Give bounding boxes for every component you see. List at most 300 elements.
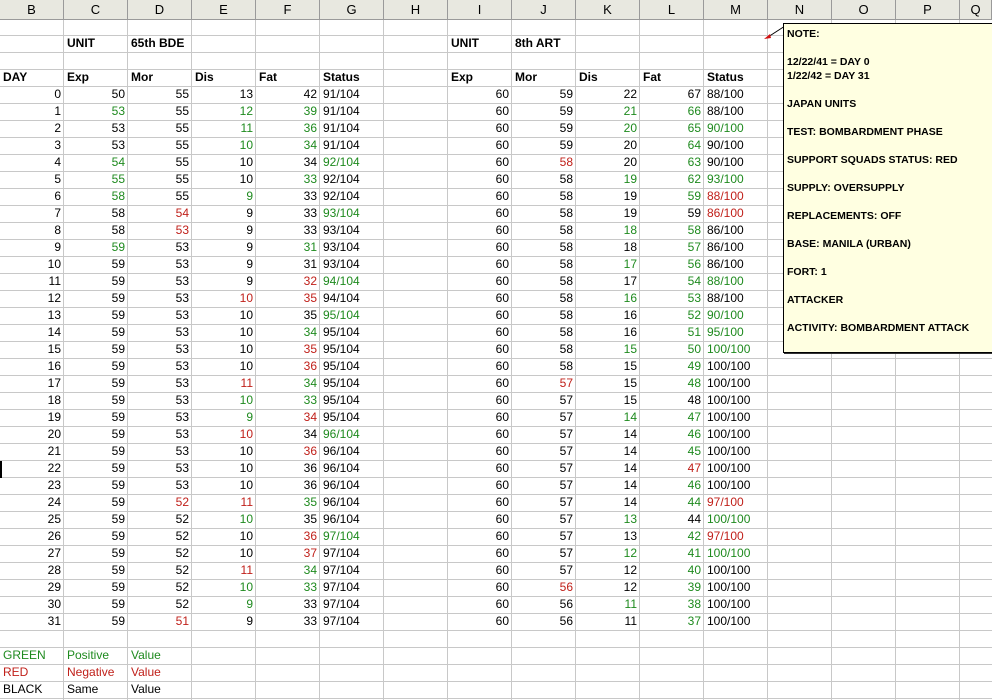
unit1-value-cell[interactable]: 10 xyxy=(239,427,253,441)
unit1-value-cell[interactable]: 10 xyxy=(239,342,253,356)
day-header[interactable]: DAY xyxy=(3,70,28,84)
unit1-value-cell[interactable]: 10 xyxy=(239,393,253,407)
unit1-value-cell[interactable]: 34 xyxy=(303,376,317,390)
unit2-value-cell[interactable]: 88/100 xyxy=(707,189,744,203)
unit1-value-cell[interactable]: 36 xyxy=(303,461,317,475)
unit1-value-cell[interactable]: 53 xyxy=(175,427,189,441)
unit2-value-cell[interactable]: 58 xyxy=(559,206,573,220)
unit2-value-cell[interactable]: 60 xyxy=(495,257,509,271)
unit2-value-cell[interactable]: 100/100 xyxy=(707,478,751,492)
unit1-value-cell[interactable]: 96/104 xyxy=(323,461,360,475)
unit2-value-cell[interactable]: 58 xyxy=(559,223,573,237)
unit2-value-cell[interactable]: 18 xyxy=(623,240,637,254)
day-cell[interactable]: 28 xyxy=(47,563,61,577)
unit2-value-cell[interactable]: 100/100 xyxy=(707,376,751,390)
unit2-value-cell[interactable]: 13 xyxy=(623,512,637,526)
unit2-value-cell[interactable]: 14 xyxy=(623,410,637,424)
unit2-value-cell[interactable]: 90/100 xyxy=(707,138,744,152)
unit1-value-cell[interactable]: 36 xyxy=(303,478,317,492)
unit2-value-cell[interactable]: 20 xyxy=(623,138,637,152)
unit2-value-cell[interactable]: 40 xyxy=(687,563,701,577)
unit2-value-cell[interactable]: 57 xyxy=(559,393,573,407)
unit2-value-cell[interactable]: 15 xyxy=(623,376,637,390)
unit2-value-cell[interactable]: 45 xyxy=(687,444,701,458)
unit2-value-cell[interactable]: 57 xyxy=(559,478,573,492)
unit1-value-cell[interactable]: 59 xyxy=(111,495,125,509)
unit1-value-cell[interactable]: 53 xyxy=(175,410,189,424)
unit1-value-cell[interactable]: 35 xyxy=(303,512,317,526)
unit1-value-cell[interactable]: 10 xyxy=(239,546,253,560)
unit1-value-cell[interactable]: 96/104 xyxy=(323,478,360,492)
unit1-value-cell[interactable]: 35 xyxy=(303,495,317,509)
unit2-value-cell[interactable]: 56 xyxy=(559,597,573,611)
unit1-value-cell[interactable]: 59 xyxy=(111,376,125,390)
unit1-value-cell[interactable]: 36 xyxy=(303,529,317,543)
unit2-value-cell[interactable]: 67 xyxy=(687,87,701,101)
unit2-value-cell[interactable]: 100/100 xyxy=(707,563,751,577)
unit2-value-cell[interactable]: 62 xyxy=(687,172,701,186)
unit2-value-cell[interactable]: 100/100 xyxy=(707,410,751,424)
unit2-value-cell[interactable]: 57 xyxy=(559,444,573,458)
column-label[interactable]: Mor xyxy=(515,70,537,84)
day-cell[interactable]: 14 xyxy=(47,325,61,339)
unit2-value-cell[interactable]: 12 xyxy=(623,546,637,560)
unit2-value-cell[interactable]: 14 xyxy=(623,427,637,441)
unit1-value-cell[interactable]: 97/104 xyxy=(323,597,360,611)
unit1-value-cell[interactable]: 93/104 xyxy=(323,206,360,220)
unit1-value-cell[interactable]: 53 xyxy=(111,104,125,118)
unit1-value-cell[interactable]: 34 xyxy=(303,325,317,339)
unit1-value-cell[interactable]: 39 xyxy=(303,104,317,118)
day-cell[interactable]: 17 xyxy=(47,376,61,390)
unit1-value-cell[interactable]: 13 xyxy=(239,87,253,101)
day-cell[interactable]: 8 xyxy=(54,223,61,237)
column-header-o[interactable]: O xyxy=(832,0,896,19)
day-cell[interactable]: 21 xyxy=(47,444,61,458)
unit1-value-cell[interactable]: 53 xyxy=(175,376,189,390)
unit1-value-cell[interactable]: 10 xyxy=(239,478,253,492)
unit1-value-cell[interactable]: 35 xyxy=(303,308,317,322)
unit1-value-cell[interactable]: 52 xyxy=(175,529,189,543)
unit1-value-cell[interactable]: 53 xyxy=(111,121,125,135)
unit2-value-cell[interactable]: 90/100 xyxy=(707,308,744,322)
unit1-value-cell[interactable]: 51 xyxy=(175,614,189,628)
unit1-value-cell[interactable]: 53 xyxy=(175,444,189,458)
unit1-value-cell[interactable]: 59 xyxy=(111,614,125,628)
unit1-value-cell[interactable]: 96/104 xyxy=(323,427,360,441)
day-cell[interactable]: 4 xyxy=(54,155,61,169)
column-label[interactable]: Dis xyxy=(579,70,598,84)
unit2-value-cell[interactable]: 16 xyxy=(623,325,637,339)
unit2-value-cell[interactable]: 60 xyxy=(495,291,509,305)
unit1-value-cell[interactable]: 91/104 xyxy=(323,87,360,101)
day-cell[interactable]: 27 xyxy=(47,546,61,560)
unit2-value-cell[interactable]: 37 xyxy=(687,614,701,628)
unit2-value-cell[interactable]: 60 xyxy=(495,308,509,322)
unit2-value-cell[interactable]: 20 xyxy=(623,155,637,169)
unit1-value-cell[interactable]: 58 xyxy=(111,223,125,237)
unit2-value-cell[interactable]: 64 xyxy=(687,138,701,152)
unit2-value-cell[interactable]: 59 xyxy=(687,206,701,220)
column-header-e[interactable]: E xyxy=(192,0,256,19)
unit2-value-cell[interactable]: 14 xyxy=(623,495,637,509)
unit2-value-cell[interactable]: 19 xyxy=(623,189,637,203)
unit1-value-cell[interactable]: 96/104 xyxy=(323,512,360,526)
unit2-value-cell[interactable]: 60 xyxy=(495,376,509,390)
unit2-value-cell[interactable]: 56 xyxy=(559,614,573,628)
unit1-value-cell[interactable]: 55 xyxy=(111,172,125,186)
day-cell[interactable]: 7 xyxy=(54,206,61,220)
column-header-f[interactable]: F xyxy=(256,0,320,19)
unit1-value-cell[interactable]: 34 xyxy=(303,410,317,424)
unit1-value-cell[interactable]: 33 xyxy=(303,223,317,237)
day-cell[interactable]: 26 xyxy=(47,529,61,543)
unit1-value-cell[interactable]: 53 xyxy=(175,308,189,322)
unit2-value-cell[interactable]: 21 xyxy=(623,104,637,118)
unit2-value-cell[interactable]: 15 xyxy=(623,359,637,373)
unit2-value-cell[interactable]: 17 xyxy=(623,257,637,271)
unit1-value-cell[interactable]: 9 xyxy=(246,410,253,424)
unit2-value-cell[interactable]: 60 xyxy=(495,240,509,254)
day-cell[interactable]: 24 xyxy=(47,495,61,509)
unit2-value-cell[interactable]: 60 xyxy=(495,461,509,475)
unit2-value-cell[interactable]: 60 xyxy=(495,325,509,339)
column-header-p[interactable]: P xyxy=(896,0,960,19)
unit2-value-cell[interactable]: 60 xyxy=(495,393,509,407)
column-label[interactable]: Status xyxy=(707,70,744,84)
unit1-value-cell[interactable]: 10 xyxy=(239,580,253,594)
unit2-value-cell[interactable]: 13 xyxy=(623,529,637,543)
unit2-value-cell[interactable]: 60 xyxy=(495,189,509,203)
unit2-value-cell[interactable]: 19 xyxy=(623,206,637,220)
unit2-value-cell[interactable]: 60 xyxy=(495,580,509,594)
unit2-value-cell[interactable]: 42 xyxy=(687,529,701,543)
unit2-value-cell[interactable]: 95/100 xyxy=(707,325,744,339)
unit1-value-cell[interactable]: 59 xyxy=(111,308,125,322)
unit2-value-cell[interactable]: 57 xyxy=(559,546,573,560)
unit1-value-cell[interactable]: 52 xyxy=(175,546,189,560)
unit2-value-cell[interactable]: 58 xyxy=(559,257,573,271)
unit2-value-cell[interactable]: 58 xyxy=(559,291,573,305)
unit2-value-cell[interactable]: 59 xyxy=(559,138,573,152)
unit1-value-cell[interactable]: 53 xyxy=(111,138,125,152)
unit1-value-cell[interactable]: 95/104 xyxy=(323,342,360,356)
unit1-value-cell[interactable]: 9 xyxy=(246,206,253,220)
day-cell[interactable]: 6 xyxy=(54,189,61,203)
unit2-value-cell[interactable]: 60 xyxy=(495,495,509,509)
column-header-d[interactable]: D xyxy=(128,0,192,19)
unit-label[interactable]: UNIT xyxy=(67,36,95,50)
unit1-value-cell[interactable]: 10 xyxy=(239,291,253,305)
unit1-value-cell[interactable]: 59 xyxy=(111,274,125,288)
unit2-value-cell[interactable]: 59 xyxy=(559,87,573,101)
unit2-value-cell[interactable]: 90/100 xyxy=(707,121,744,135)
unit2-value-cell[interactable]: 57 xyxy=(559,512,573,526)
unit1-value-cell[interactable]: 91/104 xyxy=(323,104,360,118)
unit-name[interactable]: 8th ART xyxy=(515,36,561,50)
cell-comment-note[interactable] xyxy=(783,23,992,353)
unit1-value-cell[interactable]: 10 xyxy=(239,155,253,169)
legend-word[interactable]: Value xyxy=(131,648,161,662)
unit1-value-cell[interactable]: 53 xyxy=(175,325,189,339)
unit2-value-cell[interactable]: 86/100 xyxy=(707,257,744,271)
unit2-value-cell[interactable]: 15 xyxy=(623,393,637,407)
unit1-value-cell[interactable]: 93/104 xyxy=(323,223,360,237)
unit2-value-cell[interactable]: 44 xyxy=(687,512,701,526)
unit2-value-cell[interactable]: 57 xyxy=(559,427,573,441)
unit2-value-cell[interactable]: 58 xyxy=(687,223,701,237)
unit1-value-cell[interactable]: 59 xyxy=(111,461,125,475)
unit2-value-cell[interactable]: 56 xyxy=(687,257,701,271)
unit2-value-cell[interactable]: 16 xyxy=(623,291,637,305)
unit1-value-cell[interactable]: 10 xyxy=(239,308,253,322)
unit1-value-cell[interactable]: 55 xyxy=(175,189,189,203)
day-cell[interactable]: 19 xyxy=(47,410,61,424)
unit1-value-cell[interactable]: 33 xyxy=(303,206,317,220)
unit1-value-cell[interactable]: 10 xyxy=(239,138,253,152)
unit1-value-cell[interactable]: 36 xyxy=(303,121,317,135)
column-header-q[interactable]: Q xyxy=(960,0,992,19)
unit1-value-cell[interactable]: 36 xyxy=(303,359,317,373)
day-cell[interactable]: 11 xyxy=(48,274,61,288)
column-header-h[interactable]: H xyxy=(384,0,448,19)
legend-color[interactable]: BLACK xyxy=(3,682,43,696)
unit2-value-cell[interactable]: 48 xyxy=(687,376,701,390)
day-cell[interactable]: 5 xyxy=(54,172,61,186)
unit2-value-cell[interactable]: 58 xyxy=(559,359,573,373)
day-cell[interactable]: 23 xyxy=(47,478,61,492)
unit2-value-cell[interactable]: 49 xyxy=(687,359,701,373)
column-header-c[interactable]: C xyxy=(64,0,128,19)
unit1-value-cell[interactable]: 31 xyxy=(303,240,317,254)
unit1-value-cell[interactable]: 33 xyxy=(303,172,317,186)
unit1-value-cell[interactable]: 95/104 xyxy=(323,376,360,390)
unit1-value-cell[interactable]: 59 xyxy=(111,410,125,424)
day-cell[interactable]: 0 xyxy=(54,87,61,101)
unit1-value-cell[interactable]: 9 xyxy=(246,257,253,271)
unit1-value-cell[interactable]: 54 xyxy=(111,155,125,169)
unit2-value-cell[interactable]: 60 xyxy=(495,121,509,135)
unit2-value-cell[interactable]: 59 xyxy=(559,121,573,135)
unit1-value-cell[interactable]: 10 xyxy=(239,529,253,543)
unit2-value-cell[interactable]: 58 xyxy=(559,325,573,339)
unit1-value-cell[interactable]: 97/104 xyxy=(323,580,360,594)
unit2-value-cell[interactable]: 57 xyxy=(559,461,573,475)
unit1-value-cell[interactable]: 53 xyxy=(175,274,189,288)
column-header-b[interactable]: B xyxy=(0,0,64,19)
unit1-value-cell[interactable]: 54 xyxy=(175,206,189,220)
unit2-value-cell[interactable]: 58 xyxy=(559,189,573,203)
unit1-value-cell[interactable]: 12 xyxy=(239,104,253,118)
unit1-value-cell[interactable]: 91/104 xyxy=(323,138,360,152)
unit1-value-cell[interactable]: 10 xyxy=(239,512,253,526)
column-header-m[interactable]: M xyxy=(704,0,768,19)
unit2-value-cell[interactable]: 58 xyxy=(559,155,573,169)
unit2-value-cell[interactable]: 60 xyxy=(495,427,509,441)
unit2-value-cell[interactable]: 11 xyxy=(624,597,637,611)
unit1-value-cell[interactable]: 97/104 xyxy=(323,546,360,560)
unit2-value-cell[interactable]: 53 xyxy=(687,291,701,305)
unit1-value-cell[interactable]: 9 xyxy=(246,240,253,254)
unit2-value-cell[interactable]: 46 xyxy=(687,478,701,492)
column-header-j[interactable]: J xyxy=(512,0,576,19)
unit2-value-cell[interactable]: 60 xyxy=(495,563,509,577)
unit2-value-cell[interactable]: 48 xyxy=(687,393,701,407)
unit2-value-cell[interactable]: 17 xyxy=(623,274,637,288)
unit2-value-cell[interactable]: 86/100 xyxy=(707,240,744,254)
day-cell[interactable]: 18 xyxy=(47,393,61,407)
unit2-value-cell[interactable]: 20 xyxy=(623,121,637,135)
unit1-value-cell[interactable]: 32 xyxy=(303,274,317,288)
unit1-value-cell[interactable]: 59 xyxy=(111,291,125,305)
unit2-value-cell[interactable]: 88/100 xyxy=(707,291,744,305)
unit2-value-cell[interactable]: 60 xyxy=(495,614,509,628)
unit1-value-cell[interactable]: 42 xyxy=(303,87,317,101)
unit2-value-cell[interactable]: 60 xyxy=(495,87,509,101)
unit2-value-cell[interactable]: 60 xyxy=(495,138,509,152)
unit1-value-cell[interactable]: 59 xyxy=(111,563,125,577)
unit2-value-cell[interactable]: 57 xyxy=(687,240,701,254)
unit1-value-cell[interactable]: 34 xyxy=(303,138,317,152)
unit1-value-cell[interactable]: 52 xyxy=(175,580,189,594)
unit2-value-cell[interactable]: 100/100 xyxy=(707,597,751,611)
unit2-value-cell[interactable]: 57 xyxy=(559,529,573,543)
unit1-value-cell[interactable]: 10 xyxy=(239,325,253,339)
unit2-value-cell[interactable]: 51 xyxy=(687,325,701,339)
unit1-value-cell[interactable]: 92/104 xyxy=(323,155,360,169)
unit1-value-cell[interactable]: 36 xyxy=(303,444,317,458)
unit1-value-cell[interactable]: 59 xyxy=(111,580,125,594)
unit2-value-cell[interactable]: 100/100 xyxy=(707,580,751,594)
unit2-value-cell[interactable]: 60 xyxy=(495,512,509,526)
unit1-value-cell[interactable]: 53 xyxy=(175,393,189,407)
unit2-value-cell[interactable]: 12 xyxy=(623,563,637,577)
unit1-value-cell[interactable]: 53 xyxy=(175,461,189,475)
legend-color[interactable]: RED xyxy=(3,665,29,679)
unit2-value-cell[interactable]: 60 xyxy=(495,155,509,169)
unit2-value-cell[interactable]: 14 xyxy=(623,478,637,492)
unit2-value-cell[interactable]: 100/100 xyxy=(707,614,751,628)
unit1-value-cell[interactable]: 93/104 xyxy=(323,240,360,254)
day-cell[interactable]: 13 xyxy=(47,308,61,322)
unit1-value-cell[interactable]: 59 xyxy=(111,444,125,458)
unit2-value-cell[interactable]: 14 xyxy=(623,444,637,458)
day-cell[interactable]: 12 xyxy=(47,291,61,305)
unit1-value-cell[interactable]: 9 xyxy=(246,274,253,288)
column-header-g[interactable]: G xyxy=(320,0,384,19)
unit1-value-cell[interactable]: 52 xyxy=(175,597,189,611)
unit2-value-cell[interactable]: 63 xyxy=(687,155,701,169)
unit1-value-cell[interactable]: 10 xyxy=(239,444,253,458)
unit1-value-cell[interactable]: 93/104 xyxy=(323,257,360,271)
unit1-value-cell[interactable]: 95/104 xyxy=(323,410,360,424)
unit1-value-cell[interactable]: 94/104 xyxy=(323,274,360,288)
unit1-value-cell[interactable]: 96/104 xyxy=(323,444,360,458)
unit1-value-cell[interactable]: 50 xyxy=(111,87,125,101)
unit2-value-cell[interactable]: 57 xyxy=(559,410,573,424)
unit1-value-cell[interactable]: 59 xyxy=(111,427,125,441)
column-header-i[interactable]: I xyxy=(448,0,512,19)
unit1-value-cell[interactable]: 59 xyxy=(111,529,125,543)
unit2-value-cell[interactable]: 65 xyxy=(687,121,701,135)
unit2-value-cell[interactable]: 100/100 xyxy=(707,393,751,407)
unit1-value-cell[interactable]: 10 xyxy=(239,359,253,373)
unit2-value-cell[interactable]: 58 xyxy=(559,342,573,356)
unit2-value-cell[interactable]: 60 xyxy=(495,410,509,424)
column-label[interactable]: Exp xyxy=(451,70,474,84)
unit1-value-cell[interactable]: 53 xyxy=(175,291,189,305)
unit1-value-cell[interactable]: 53 xyxy=(175,240,189,254)
unit1-value-cell[interactable]: 97/104 xyxy=(323,563,360,577)
column-label[interactable]: Mor xyxy=(131,70,153,84)
unit2-value-cell[interactable]: 57 xyxy=(559,563,573,577)
unit1-value-cell[interactable]: 59 xyxy=(111,325,125,339)
unit1-value-cell[interactable]: 9 xyxy=(246,614,253,628)
unit1-value-cell[interactable]: 9 xyxy=(246,189,253,203)
unit2-value-cell[interactable]: 60 xyxy=(495,478,509,492)
unit2-value-cell[interactable]: 100/100 xyxy=(707,427,751,441)
day-cell[interactable]: 16 xyxy=(47,359,61,373)
unit1-value-cell[interactable]: 9 xyxy=(246,597,253,611)
unit1-value-cell[interactable]: 37 xyxy=(303,546,317,560)
unit1-value-cell[interactable]: 53 xyxy=(175,257,189,271)
unit2-value-cell[interactable]: 56 xyxy=(559,580,573,594)
unit1-value-cell[interactable]: 55 xyxy=(175,121,189,135)
unit2-value-cell[interactable]: 90/100 xyxy=(707,155,744,169)
unit2-value-cell[interactable]: 57 xyxy=(559,495,573,509)
day-cell[interactable]: 1 xyxy=(54,104,61,118)
unit2-value-cell[interactable]: 44 xyxy=(687,495,701,509)
unit1-value-cell[interactable]: 11 xyxy=(240,563,253,577)
column-label[interactable]: Exp xyxy=(67,70,90,84)
unit1-value-cell[interactable]: 10 xyxy=(239,172,253,186)
day-cell[interactable]: 10 xyxy=(47,257,61,271)
unit1-value-cell[interactable]: 59 xyxy=(111,478,125,492)
unit2-value-cell[interactable]: 93/100 xyxy=(707,172,744,186)
day-cell[interactable]: 29 xyxy=(47,580,61,594)
unit1-value-cell[interactable]: 59 xyxy=(111,393,125,407)
unit2-value-cell[interactable]: 58 xyxy=(559,240,573,254)
unit2-value-cell[interactable]: 11 xyxy=(624,614,637,628)
unit1-value-cell[interactable]: 59 xyxy=(111,257,125,271)
unit2-value-cell[interactable]: 60 xyxy=(495,104,509,118)
unit1-value-cell[interactable]: 11 xyxy=(240,121,253,135)
unit2-value-cell[interactable]: 58 xyxy=(559,274,573,288)
unit1-value-cell[interactable]: 11 xyxy=(240,495,253,509)
unit1-value-cell[interactable]: 95/104 xyxy=(323,359,360,373)
unit1-value-cell[interactable]: 33 xyxy=(303,580,317,594)
unit1-value-cell[interactable]: 31 xyxy=(303,257,317,271)
unit1-value-cell[interactable]: 35 xyxy=(303,291,317,305)
unit1-value-cell[interactable]: 33 xyxy=(303,189,317,203)
unit-name[interactable]: 65th BDE xyxy=(131,36,185,50)
unit1-value-cell[interactable]: 59 xyxy=(111,512,125,526)
unit2-value-cell[interactable]: 100/100 xyxy=(707,444,751,458)
legend-meaning[interactable]: Negative xyxy=(67,665,115,679)
column-label[interactable]: Fat xyxy=(259,70,277,84)
unit1-value-cell[interactable]: 55 xyxy=(175,138,189,152)
legend-meaning[interactable]: Same xyxy=(67,682,99,696)
unit2-value-cell[interactable]: 58 xyxy=(559,308,573,322)
unit1-value-cell[interactable]: 35 xyxy=(303,342,317,356)
unit2-value-cell[interactable]: 39 xyxy=(687,580,701,594)
unit1-value-cell[interactable]: 52 xyxy=(175,563,189,577)
day-cell[interactable]: 2 xyxy=(54,121,61,135)
unit2-value-cell[interactable]: 86/100 xyxy=(707,206,744,220)
unit1-value-cell[interactable]: 95/104 xyxy=(323,325,360,339)
unit2-value-cell[interactable]: 59 xyxy=(687,189,701,203)
unit2-value-cell[interactable]: 66 xyxy=(687,104,701,118)
